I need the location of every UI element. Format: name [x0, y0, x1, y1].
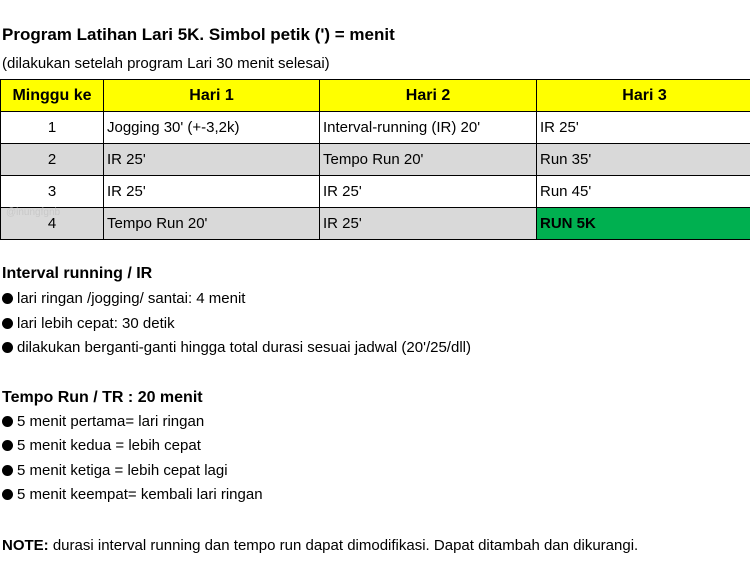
bullet-icon: [2, 342, 13, 353]
bullet-icon: [2, 465, 13, 476]
week-cell: 3: [1, 176, 104, 208]
bullet-icon: [2, 318, 13, 329]
bullet-icon: [2, 440, 13, 451]
week-cell: 1: [1, 112, 104, 144]
bullet-icon: [2, 416, 13, 427]
interval-item: [2, 315, 175, 332]
page-title: Program Latihan Lari 5K. Simbol petik (') = menit: [2, 25, 395, 44]
day-3-cell: Run 35': [537, 144, 750, 176]
day-1-cell: IR 25': [104, 144, 320, 176]
day-2-cell: Tempo Run 20': [320, 144, 537, 176]
interval-item-text: dilakukan berganti-ganti hingga total durasi sesuai jadwal (20'/25/dll): [17, 339, 471, 356]
bullet-icon: [2, 489, 13, 500]
tempo-item: [2, 437, 201, 454]
day-2-cell: Interval-running (IR) 20': [320, 112, 537, 144]
note-label: NOTE:: [2, 537, 49, 554]
tempo-item: [2, 462, 228, 479]
interval-item-text: lari ringan /jogging/ santai: 4 menit: [17, 290, 246, 307]
week-cell: 2: [1, 144, 104, 176]
day-2-cell: IR 25': [320, 176, 537, 208]
schedule-table: [0, 79, 750, 240]
day-1-cell: Tempo Run 20': [104, 208, 320, 240]
interval-item-text: lari lebih cepat: 30 detik: [17, 315, 175, 332]
tempo-item-text: 5 menit ketiga = lebih cepat lagi: [17, 462, 228, 479]
note-text: durasi interval running dan tempo run dapat dimodifikasi. Dapat ditambah dan dikurangi.: [48, 537, 639, 554]
tempo-item-text: 5 menit keempat= kembali lari ringan: [17, 486, 263, 503]
table-row: [1, 208, 750, 240]
table-row: [1, 144, 750, 176]
table-row: [1, 112, 750, 144]
tempo-item-text: 5 menit kedua = lebih cepat: [17, 437, 201, 454]
tempo-item-text: 5 menit pertama= lari ringan: [17, 413, 205, 430]
watermark: @inungfgnb: [6, 207, 61, 218]
note: [2, 537, 638, 554]
header-week: Minggu ke: [1, 80, 104, 112]
day-2-cell: IR 25': [320, 208, 537, 240]
interval-item: [2, 290, 245, 307]
header-day-3: Hari 3: [537, 80, 750, 112]
table-header-row: [1, 80, 750, 112]
tempo-item: [2, 413, 204, 430]
tempo-item: [2, 486, 263, 503]
table-row: [1, 176, 750, 208]
interval-item: [2, 339, 471, 356]
goal-cell: RUN 5K: [537, 208, 750, 240]
day-3-cell: IR 25': [537, 112, 750, 144]
bullet-icon: [2, 293, 13, 304]
day-3-cell: Run 45': [537, 176, 750, 208]
tempo-section-title: Tempo Run / TR : 20 menit: [2, 389, 203, 406]
page-subtitle: (dilakukan setelah program Lari 30 menit selesai): [2, 55, 330, 72]
header-day-1: Hari 1: [104, 80, 320, 112]
day-1-cell: Jogging 30' (+-3,2k): [104, 112, 320, 144]
header-day-2: Hari 2: [320, 80, 537, 112]
interval-section-title: Interval running / IR: [2, 265, 153, 282]
week-cell: 4: [1, 208, 104, 240]
day-1-cell: IR 25': [104, 176, 320, 208]
